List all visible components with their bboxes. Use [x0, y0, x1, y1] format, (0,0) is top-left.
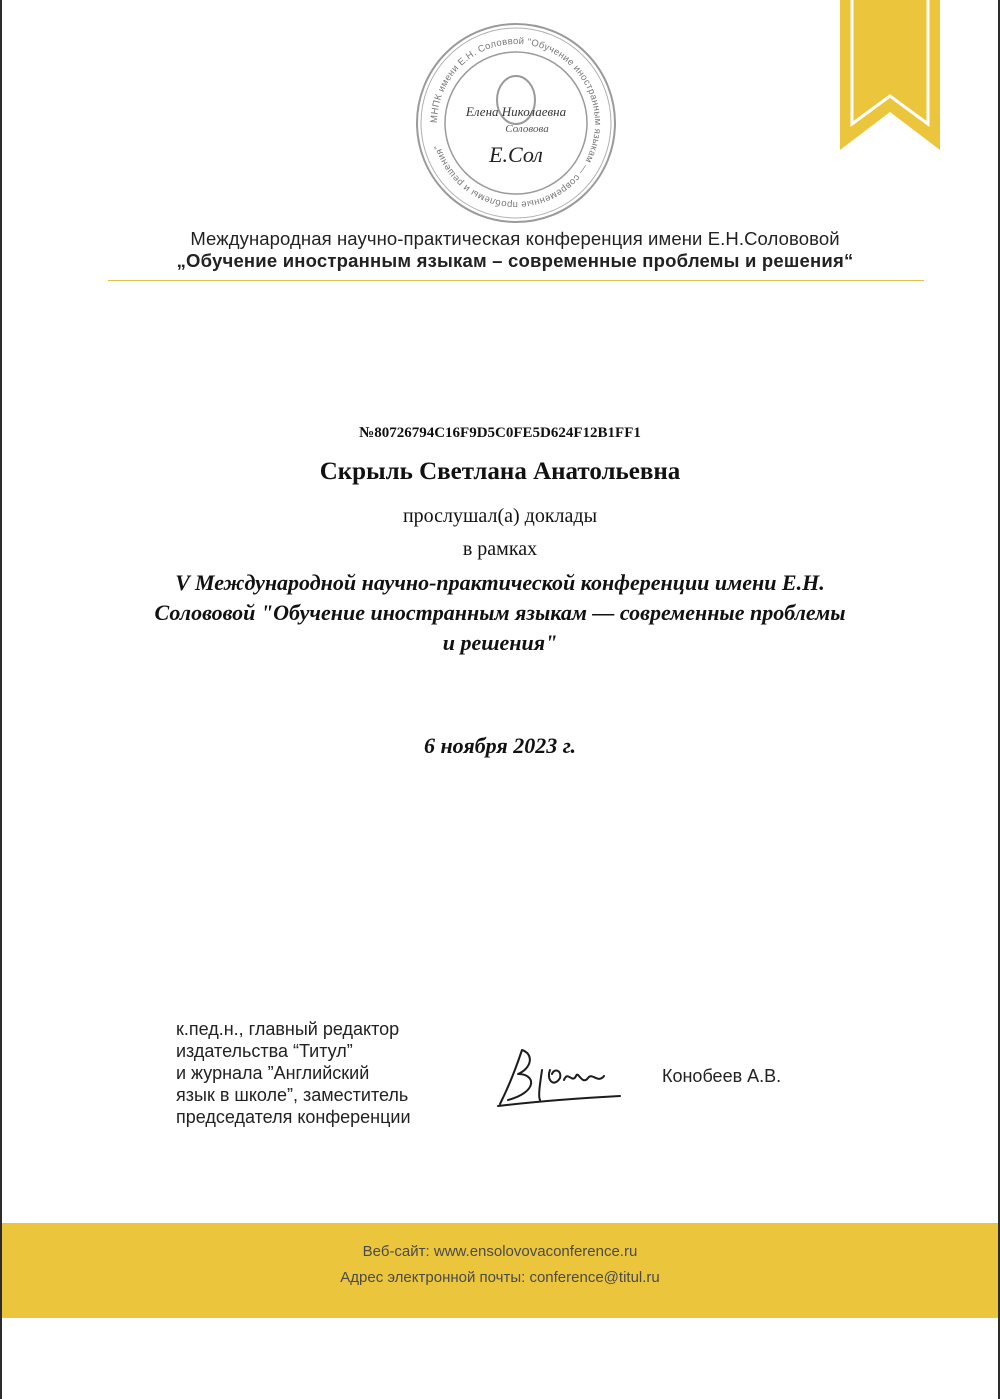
- conference-header: [100, 228, 930, 272]
- event-date: 6 ноября 2023 г.: [423, 733, 577, 758]
- recipient-name: Скрыль Светлана Анатольевна: [319, 458, 681, 485]
- conference-title: Международная научно-практическая конференция имени Е.Н.Солововой: [190, 228, 840, 249]
- signer-name: Конобеев А.В.: [662, 1066, 782, 1086]
- seal-signature: Е.Сол: [489, 142, 543, 167]
- action-text: прослушал(а) доклады: [402, 505, 598, 527]
- signer-title: [176, 1018, 476, 1128]
- contact-footer: [2, 1223, 998, 1318]
- header-divider: [108, 280, 924, 281]
- framework-text: в рамках: [462, 538, 538, 560]
- signer-title-line: к.пед.н., главный редактор: [176, 1019, 400, 1039]
- signer-title-line: и журнала ”Английский: [176, 1063, 370, 1083]
- signer-title-line: язык в школе”, заместитель: [176, 1085, 409, 1105]
- signer-title-line: издательства “Титул”: [176, 1041, 353, 1061]
- page-left-border: [0, 0, 2, 1399]
- seal-ring-text: МНПК имени Е.Н. Соловвой "Обучение иностранным языкам — современные проблемы и решения": [428, 35, 604, 211]
- conference-subtitle: „Обучение иностранным языкам – современные проблемы и решения“: [176, 250, 854, 271]
- conference-seal: [415, 22, 617, 224]
- signer-title-line: председателя конференции: [176, 1107, 411, 1127]
- bookmark-ribbon-icon: [840, 0, 940, 150]
- certificate-number: №80726794C16F9D5C0FE5D624F12B1FF1: [359, 425, 641, 441]
- seal-name-line2: Соловова: [505, 123, 549, 135]
- footer-email: Адрес электронной почты: conference@titul.ru: [340, 1269, 660, 1286]
- event-title: V Международной научно-практической конференции имени Е.Н. Солововой "Обучение иностранным языкам — современные проблемы и решения": [154, 570, 846, 655]
- handwritten-signature: [492, 1040, 632, 1115]
- seal-name-line1: Елена Николаевна: [465, 104, 567, 119]
- footer-website: Веб-сайт: www.ensolovovaconference.ru: [362, 1243, 638, 1260]
